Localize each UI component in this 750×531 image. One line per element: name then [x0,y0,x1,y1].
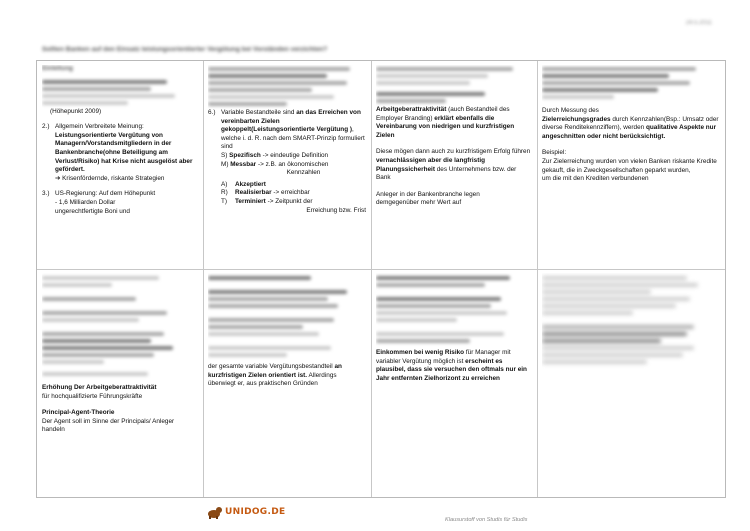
row-divider [37,269,725,270]
footer-note: Klausurstoff von Studis für Studis [445,517,528,523]
smart-desc: Kennzahlen [286,169,321,177]
logo-text: UNIDOG.DE [225,507,286,517]
smart-letter: A) [221,180,228,188]
item-text-bold: Erhöhung Der Arbeitgeberattraktivität [42,384,157,391]
item-text: Anleger in der Bankenbranche legen [376,190,480,198]
cell-arbeitgeber [376,65,532,267]
smart-word: Spezifisch [229,151,261,159]
item-text-bold: Arbeitgeberattraktivität [376,106,447,113]
document-heading: Sollten Banken auf den Einsatz leistungsorientierter Vergütung bei Vorständen verzichten? [42,46,328,53]
item-text: der gesamte variable Vergütungsbestandteil [208,363,333,370]
item-number: 6.) [208,109,216,116]
item-text-bold: Leistungsorientierte Vergütung von Managern/Vorstandsmitgliedern in der Bankenbranche(ohne Beteiligung am Verlust/Risiko) hat Krise nicht ausgelöst aber gefördert. [55,131,193,174]
item-text: für Manager mit variabler Vergütung möglich ist [376,349,511,365]
column-divider [371,61,372,497]
item-text: durch Kennzahlen(Bsp.: Umsatz oder diverse Renditekennziffern), werden [542,115,719,132]
cell-title: Einleitung [42,65,73,72]
item-text: , welche i. d. R. nach dem SMART-Prinzip formuliert sind [221,126,365,151]
item-text: um die mit den Krediten verbundenen [542,175,649,183]
item-text: Der Agent soll im Sinne der Principals/ Anleger handeln [42,417,175,434]
cell-fazit [542,273,723,495]
cell-vergutung [208,65,366,267]
cell-risiko [376,273,532,495]
column-divider [203,61,204,497]
item-text-bold: Principal-Agent-Theorie [42,409,115,417]
item-text: ungerechtfertigte Boni und [55,207,130,215]
smart-desc: -> erreichbar [273,189,310,197]
item-text: (Höhepunkt 2009) [50,107,102,115]
item-text: US-Regierung: Auf dem Höhepunkt [55,190,156,198]
item-text-bold: erscheint es plausibel, dass sie versuchen den oftmals nur ein Jahr entfernten Zielhorizont zu erreichen [376,357,527,382]
unidog-logo[interactable] [205,505,285,519]
column-divider [537,61,538,497]
smart-word: Akzeptiert [235,180,266,188]
item-text: Allerdings überwiegt er, aus praktischen Gründen [208,371,337,388]
cell-ausarbeitung [42,273,198,495]
smart-letter: T) [221,197,228,205]
cell-kritische-diskussion [208,273,366,495]
item-text-bold: qualitative Aspekte nur angeschnitten oder nicht berücksichtigt. [542,124,717,140]
smart-letter: R) [221,189,228,197]
item-text: des Unternehmens bzw. der Bank [376,165,517,182]
item-text-bold: an das Erreichen von vereinbarten Zielen gekoppelt(Leistungsorientierte Vergütung ) [221,109,361,134]
item-text: (auch Bestandteil des Employer Branding) [376,106,510,122]
item-text-bold: vernachlässigen aber die langfristig Planungssicherheit [376,156,486,173]
item-number: 3.) [42,190,50,198]
item-text: Variable Bestandteile sind [221,109,295,116]
item-arrow-text: ➔ Krisenfördernde, riskante Strategien [55,174,165,182]
smart-word: Realisierbar [235,189,272,197]
dog-icon [205,505,223,519]
item-text: demgegenüber mehr Wert auf [376,199,462,207]
item-text: Allgemein Verbreitete Meinung: [55,123,144,131]
item-text-bold: erklärt ebenfalls die Vereinbarung von niedrigen und kurzfristigen Zielen [376,114,515,139]
item-text-bold: Zielerreichungsgrades [542,115,611,123]
smart-word: Terminiert [235,197,266,205]
smart-letter: S) [221,151,228,159]
item-text: Zur Zielerreichung wurden von vielen Banken riskante Kredite gekauft, die in Zweckgesellschaften geparkt wurden, [542,157,717,174]
item-text-bold: an kurzfristigen Zielen orientiert ist. [208,363,342,379]
smart-desc: -> z.B. an ökonomischen [257,160,329,168]
item-text: Diese mögen dann auch zu kurzfristigem Erfolg führen [376,148,531,156]
cell-zielerreichung [542,65,723,267]
smart-desc: -> eindeutige Definition [262,151,329,159]
smart-desc: -> Zeitpunkt der [267,197,313,205]
content-table [36,60,726,498]
smart-word: Messbar [230,160,257,168]
item-text: - 1,6 Milliarden Dollar [55,198,116,206]
smart-desc: Erreichung bzw. Frist [306,206,366,214]
example-label: Beispiel: [542,149,567,157]
smart-letter: M) [221,160,229,168]
item-number: 2.) [42,123,50,131]
item-text: Durch Messung des [542,107,599,114]
item-text: für hochqualifizierte Führungskräfte [42,392,143,400]
document-date: 24.5.2011 [685,20,712,26]
item-text-bold: Einkommen bei wenig Risiko [376,349,465,356]
cell-einleitung [42,65,198,267]
